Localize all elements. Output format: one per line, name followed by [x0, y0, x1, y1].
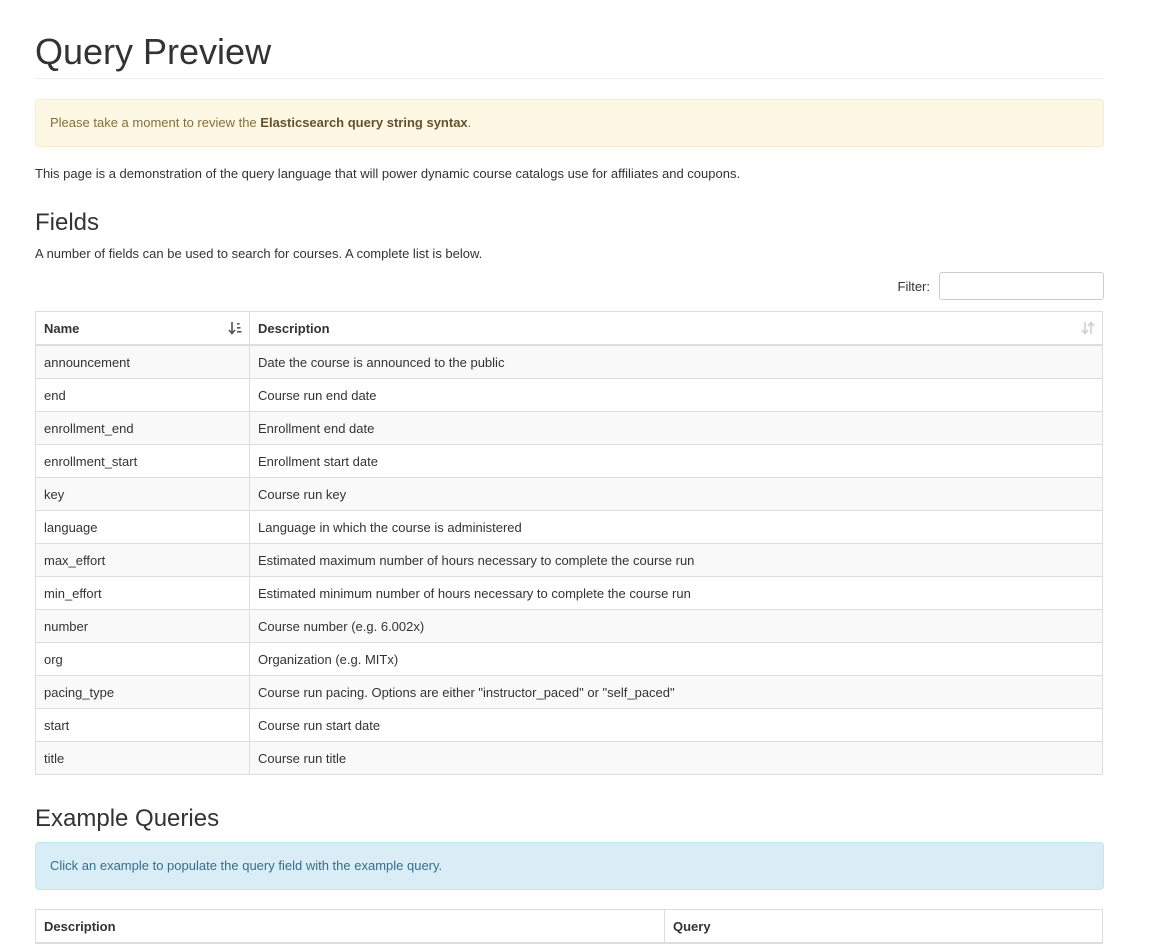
- field-description: Enrollment start date: [250, 445, 1103, 478]
- field-row-number: [36, 610, 1103, 643]
- field-row-end: [36, 379, 1103, 412]
- field-row-min-effort: [36, 577, 1103, 610]
- field-name: max_effort: [36, 544, 250, 577]
- name-column-label: Name: [44, 320, 80, 336]
- fields-table: [35, 311, 1103, 775]
- field-description: Course run pacing. Options are either "instructor_paced" or "self_paced": [250, 676, 1103, 709]
- fields-description: A number of fields can be used to search for courses. A complete list is below.: [35, 246, 483, 261]
- field-name: pacing_type: [36, 676, 250, 709]
- name-column-header[interactable]: [36, 312, 250, 346]
- field-row-announcement: [36, 345, 1103, 379]
- sort-both-icon: [1081, 320, 1095, 336]
- field-row-key: [36, 478, 1103, 511]
- field-name: end: [36, 379, 250, 412]
- field-description: Estimated minimum number of hours necessary to complete the course run: [250, 577, 1103, 610]
- field-name: min_effort: [36, 577, 250, 610]
- field-name: org: [36, 643, 250, 676]
- examples-info: [35, 842, 1104, 890]
- intro-text: This page is a demonstration of the query language that will power dynamic course catalogs use for affiliates and coupons.: [35, 166, 741, 181]
- field-name: number: [36, 610, 250, 643]
- filter-group: [898, 272, 1105, 300]
- filter-label: Filter:: [897, 278, 930, 294]
- title-divider: [35, 78, 1104, 79]
- field-name: enrollment_end: [36, 412, 250, 445]
- description-column-header[interactable]: [250, 312, 1103, 346]
- field-row-enrollment-start: [36, 445, 1103, 478]
- notice-suffix: .: [467, 115, 472, 130]
- field-description: Enrollment end date: [250, 412, 1103, 445]
- field-description: Course number (e.g. 6.002x): [250, 610, 1103, 643]
- field-description: Course run start date: [250, 709, 1103, 742]
- field-description: Organization (e.g. MITx): [250, 643, 1103, 676]
- fields-header-row: [36, 312, 1103, 346]
- field-row-language: [36, 511, 1103, 544]
- field-description: Language in which the course is administered: [250, 511, 1103, 544]
- field-description: Estimated maximum number of hours necessary to complete the course run: [250, 544, 1103, 577]
- example-query-header: Query: [665, 910, 1103, 944]
- field-name: language: [36, 511, 250, 544]
- field-description: Course run title: [250, 742, 1103, 775]
- syntax-notice: [35, 99, 1104, 147]
- field-row-pacing-type: [36, 676, 1103, 709]
- field-row-org: [36, 643, 1103, 676]
- field-row-start: [36, 709, 1103, 742]
- field-name: key: [36, 478, 250, 511]
- description-column-label: Description: [258, 320, 330, 336]
- filter-input[interactable]: [939, 272, 1104, 300]
- example-description-header: Description: [36, 910, 665, 944]
- field-row-enrollment-end: [36, 412, 1103, 445]
- field-row-title: [36, 742, 1103, 775]
- sort-ascending-icon: [228, 320, 242, 336]
- field-name: start: [36, 709, 250, 742]
- field-name: title: [36, 742, 250, 775]
- examples-heading: Example Queries: [35, 805, 220, 832]
- field-description: Date the course is announced to the public: [250, 345, 1103, 379]
- notice-prefix: Please take a moment to review the: [50, 115, 261, 130]
- field-description: Course run key: [250, 478, 1103, 511]
- query-syntax-link[interactable]: Elasticsearch query string syntax: [260, 115, 468, 130]
- fields-heading: Fields: [35, 209, 100, 236]
- field-description: Course run end date: [250, 379, 1103, 412]
- examples-table: [35, 909, 1103, 944]
- page-title: Query Preview: [35, 31, 272, 72]
- field-name: enrollment_start: [36, 445, 250, 478]
- examples-info-text: Click an example to populate the query field with the example query.: [50, 858, 443, 873]
- field-name: announcement: [36, 345, 250, 379]
- field-row-max-effort: [36, 544, 1103, 577]
